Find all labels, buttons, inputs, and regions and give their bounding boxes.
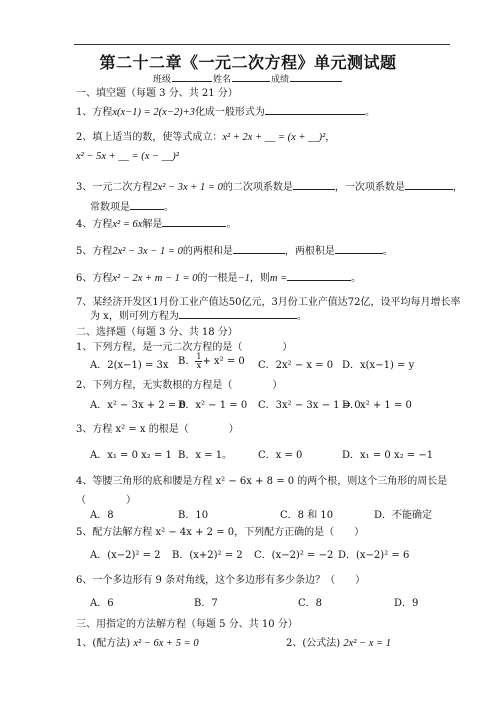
choice-q5: 5、配方法解方程 x² − 4x + 2 = 0，下列配方正确的是（ ） (76, 527, 365, 538)
choice-q5-option-c[interactable]: C．(x−2)² = −2 (254, 550, 334, 561)
solve-q1: 1、(配方法) x² − 6x + 5 = 0 (76, 638, 199, 649)
fill-q3: 3、一元二次方程2x² − 3x + 1 = 0的二次项系数是 ，一次项系数是 ， (76, 178, 463, 193)
fill-q5-blank-b[interactable] (335, 243, 383, 254)
score-label: 成绩 (271, 75, 290, 85)
choice-q3-option-d[interactable]: D．x₁ = 0 x₂ = −1 (342, 450, 434, 461)
choice-q3-option-b[interactable]: B．x = 1。 (178, 450, 233, 461)
choice-q1-option-a[interactable]: A．2(x−1) = 3x (90, 360, 169, 371)
choice-q4-option-c[interactable]: C．8 和 10 (280, 510, 334, 521)
choice-q6-option-c[interactable]: C．8 (298, 598, 323, 609)
fill-q6-blank[interactable] (287, 270, 351, 281)
choice-q2: 2、下列方程，无实数根的方程是（ ） (76, 380, 283, 391)
fill-q3-line2: 常数项是 。 (90, 198, 174, 213)
choice-q5-option-d[interactable]: D．(x−2)² = 6 (338, 550, 410, 561)
score-blank[interactable] (290, 72, 342, 82)
choice-q4-line2: （ ） (76, 495, 136, 506)
fraction-one-over-x: $\frac{1}{x}$ (196, 352, 202, 370)
choice-q1-option-b[interactable]: B． $\frac{1}{x}$ + x² = 0 (178, 352, 245, 370)
choice-q4-option-b[interactable]: B．10 (178, 510, 209, 521)
fill-q2: 2、填上适当的数，使等式成立：x² + 2x + __ = (x + __)²， (76, 132, 336, 143)
solve-q2: 2、(公式法) 2x² − x = 1 (286, 638, 391, 649)
section-choice-heading: 二、选择题（每题 3 分、共 18 分） (76, 327, 238, 338)
choice-q2-option-c[interactable]: C．3x² − 3x − 1 = 0 (258, 400, 361, 411)
header-rule (74, 44, 450, 45)
fill-q4-blank[interactable] (162, 216, 226, 227)
choice-q1-option-c[interactable]: C．2x² − x = 0 (258, 360, 334, 371)
fill-q1-blank[interactable] (265, 104, 365, 115)
choice-q6-option-a[interactable]: A．6 (90, 598, 114, 609)
fill-q7: 7、某经济开发区1月份工业产值达50亿元，3月份工业产值达72亿，设平均每月增长率 (76, 297, 461, 308)
choice-q4-option-a[interactable]: A．8 (90, 510, 114, 521)
choice-q1-option-d[interactable]: D．x(x−1) = y (342, 360, 415, 371)
fill-q7-line2: 为 x，则可列方程为 。 (90, 307, 307, 322)
name-blank[interactable] (232, 72, 270, 82)
choice-q4: 4、等腰三角形的底和腰是方程 x² − 6x + 8 = 0 的两个根，则这个三角形的周长是 (76, 476, 448, 487)
choice-q3: 3、方程 x² = x 的根是（ ） (76, 424, 239, 435)
fill-q1: 1、方程x(x−1) = 2(x−2)+3化成一般形式为 。 (76, 103, 375, 118)
choice-q2-option-a[interactable]: A．x² − 3x + 2 = 0 (90, 400, 186, 411)
section-fill-heading: 一、填空题（每题 3 分、共 21 分） (76, 88, 238, 99)
fill-q3-blank-a[interactable] (293, 179, 335, 190)
fill-q5-blank-a[interactable] (233, 243, 285, 254)
choice-q1: 1、下列方程，是一元二次方程的是（ ） (76, 342, 293, 353)
fill-q6: 6、方程x² − 2x + m − 1 = 0的一根是−1，则m = 。 (76, 269, 361, 284)
fill-q5: 5、方程2x² − 3x − 1 = 0的两根和是 ，两根积是 。 (76, 242, 393, 257)
fill-q3-blank-b[interactable] (405, 179, 453, 190)
class-blank[interactable] (172, 72, 212, 82)
choice-q2-option-b[interactable]: B．x² − 1 = 0 (178, 400, 248, 411)
fill-q4: 4、方程x² = 6x解是 。 (76, 215, 236, 230)
section-solve-heading: 三、用指定的方法解方程（每题 5 分、共 10 分） (76, 619, 298, 630)
choice-q6-option-d[interactable]: D．9 (394, 598, 419, 609)
student-info-line (0, 72, 496, 85)
page-title: 第二十二章《一元二次方程》单元测试题 (99, 53, 397, 72)
choice-q2-option-d[interactable]: D．x² + 1 = 0 (342, 400, 412, 411)
choice-q4-option-d[interactable]: D．不能确定 (374, 510, 433, 521)
class-label: 班级 (152, 75, 171, 85)
name-label: 姓名 (212, 75, 231, 85)
choice-q5-option-b[interactable]: B．(x+2)² = 2 (172, 550, 243, 561)
choice-q3-option-c[interactable]: C．x = 0 (258, 450, 303, 461)
fill-q2-line2: x² − 5x + __ = (x − __)² (76, 151, 179, 162)
fill-q7-blank[interactable] (179, 308, 297, 319)
choice-q5-option-a[interactable]: A．(x−2)² = 2 (90, 550, 161, 561)
choice-q6: 6、一个多边形有 9 条对角线，这个多边形有多少条边？（ ） (76, 575, 366, 586)
fill-q3-blank-c[interactable] (130, 199, 164, 210)
choice-q6-option-b[interactable]: B．7 (194, 598, 218, 609)
choice-q3-option-a[interactable]: A．x₁ = 0 x₂ = 1 (90, 450, 172, 461)
